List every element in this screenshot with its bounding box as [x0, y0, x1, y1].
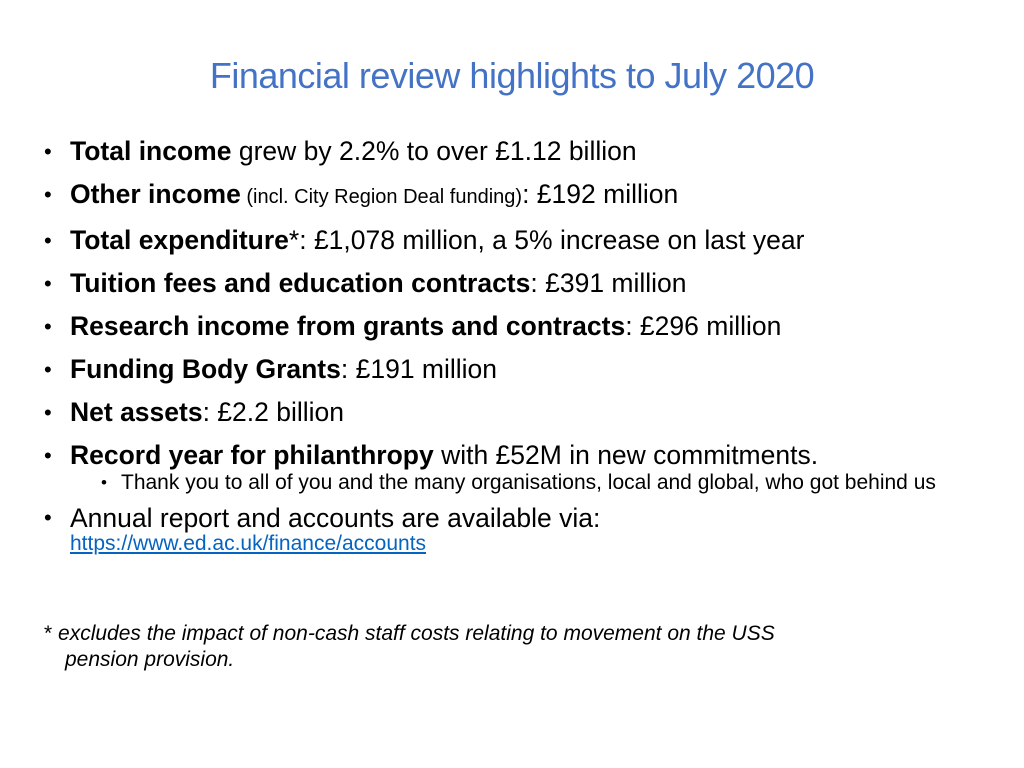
- page-title: Financial review highlights to July 2020: [209, 55, 815, 96]
- sub-list-item-thank-you: [44, 471, 1001, 495]
- list-item-tuition-fees: [44, 262, 1004, 305]
- sub-item-text: Thank you to all of you and the many organisations, local and global, who got behind us: [121, 471, 936, 494]
- bullet-icon: •: [44, 443, 52, 468]
- bullet-icon: •: [44, 139, 52, 164]
- item-label: Tuition fees and education contracts: [70, 268, 531, 298]
- list-item-research-income: [44, 305, 1004, 348]
- item-value: : £391 million: [530, 268, 687, 298]
- bullet-icon: •: [101, 473, 107, 492]
- bullet-icon: •: [44, 182, 52, 207]
- item-label: Total expenditure: [70, 225, 289, 255]
- item-label: Funding Body Grants: [70, 354, 341, 384]
- item-value: : £191 million: [340, 354, 498, 384]
- item-note: (incl. City Region Deal funding): [240, 186, 523, 208]
- bullet-icon: •: [44, 357, 52, 382]
- footnote-line-1: excludes the impact of non-cash staff costs relating to movement on the USS: [52, 622, 775, 645]
- list-item-annual-report: [44, 503, 1004, 555]
- item-label: Net assets: [70, 397, 203, 427]
- bullet-icon: •: [44, 271, 52, 296]
- item-label: Research income from grants and contracts: [70, 311, 626, 341]
- highlights-list: [44, 130, 1004, 555]
- item-value: : £296 million: [625, 311, 782, 341]
- item-value: : £2.2 billion: [202, 397, 345, 427]
- bullet-icon: •: [44, 400, 52, 425]
- bullet-icon: •: [44, 505, 52, 530]
- list-item-net-assets: [44, 391, 1004, 434]
- item-value: with £52M in new commitments.: [433, 440, 819, 470]
- list-item-other-income: [44, 173, 1004, 219]
- list-item-funding-body-grants: [44, 348, 1004, 391]
- item-value: *: £1,078 million, a 5% increase on last year: [288, 225, 805, 255]
- bullet-icon: •: [44, 228, 52, 253]
- footnote: [44, 621, 984, 673]
- annual-report-text: Annual report and accounts are available via:: [70, 503, 601, 533]
- bullet-icon: •: [44, 314, 52, 339]
- item-value: grew by 2.2% to over £1.12 billion: [231, 136, 637, 166]
- footnote-marker: *: [44, 622, 53, 645]
- item-value: : £192 million: [522, 179, 679, 209]
- list-item-total-income: [44, 130, 1004, 173]
- accounts-link[interactable]: https://www.ed.ac.uk/finance/accounts: [70, 532, 427, 555]
- footnote-line-2: pension provision.: [65, 648, 235, 671]
- list-item-total-expenditure: [44, 219, 1004, 262]
- item-label: Record year for philanthropy: [70, 440, 434, 470]
- item-label: Total income: [70, 136, 232, 166]
- item-label: Other income: [70, 179, 241, 209]
